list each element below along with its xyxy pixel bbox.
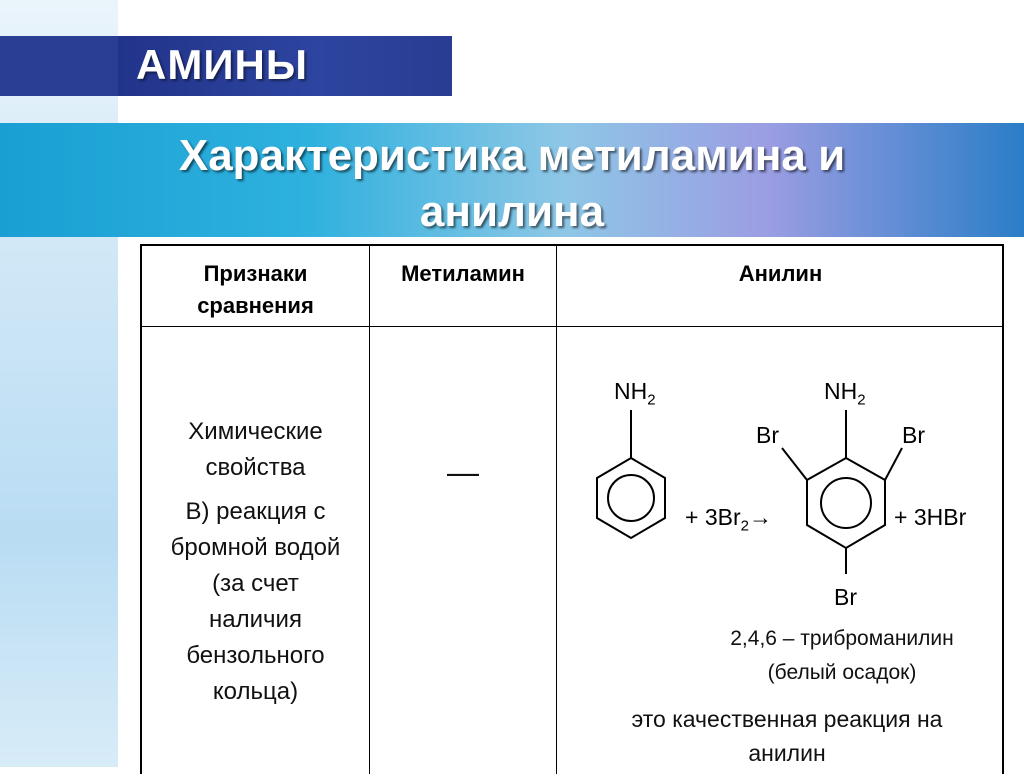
br-right-label: Br	[902, 422, 925, 448]
aniline-nh2-label: $NH_2$	[614, 378, 656, 409]
product-name: 2,4,6 – триброманилин	[730, 627, 954, 650]
header-aniline: Анилин	[738, 261, 823, 286]
conclusion-block	[572, 702, 1002, 770]
methylamine-value: —	[447, 454, 479, 490]
br-bottom-label: Br	[834, 584, 857, 610]
slide-title-line2: анилина	[419, 187, 605, 236]
reaction-scheme	[142, 246, 1004, 776]
criteria-detail-1: В) реакция с	[185, 498, 326, 525]
header-criteria-line1: Признаки	[203, 261, 308, 286]
header-criteria-line2: сравнения	[197, 293, 314, 318]
product-nh2-label: $NH_2$	[824, 378, 866, 409]
criteria-detail-5: бензольного	[186, 642, 325, 669]
br-left-label: Br	[756, 422, 779, 448]
byproduct-label: + 3HBr	[894, 504, 967, 530]
conclusion-line1: это качественная реакция на	[631, 706, 943, 732]
criteria-line1: Химические	[188, 418, 323, 445]
product-name-block	[682, 622, 1002, 690]
aniline-ring	[597, 410, 665, 538]
reagent-label: + $3Br_2\to$	[685, 504, 772, 535]
section-label: АМИНЫ	[136, 41, 308, 88]
criteria-line2: свойства	[205, 454, 306, 481]
criteria-detail-4: наличия	[209, 606, 302, 633]
conclusion-line2: анилин	[748, 740, 826, 766]
comparison-table	[140, 244, 1004, 774]
slide-title-line1: Характеристика метиламина и	[178, 131, 846, 180]
left-decor-stripe	[0, 0, 118, 767]
criteria-detail-6: кольца)	[212, 678, 299, 705]
criteria-detail-2: бромной водой	[170, 534, 341, 561]
slide-title	[0, 128, 1024, 240]
criteria-detail-3: (за счет	[212, 570, 299, 597]
header-methylamine: Метиламин	[401, 261, 525, 286]
product-note: (белый осадок)	[767, 661, 917, 684]
tribromoaniline-ring	[782, 410, 902, 574]
